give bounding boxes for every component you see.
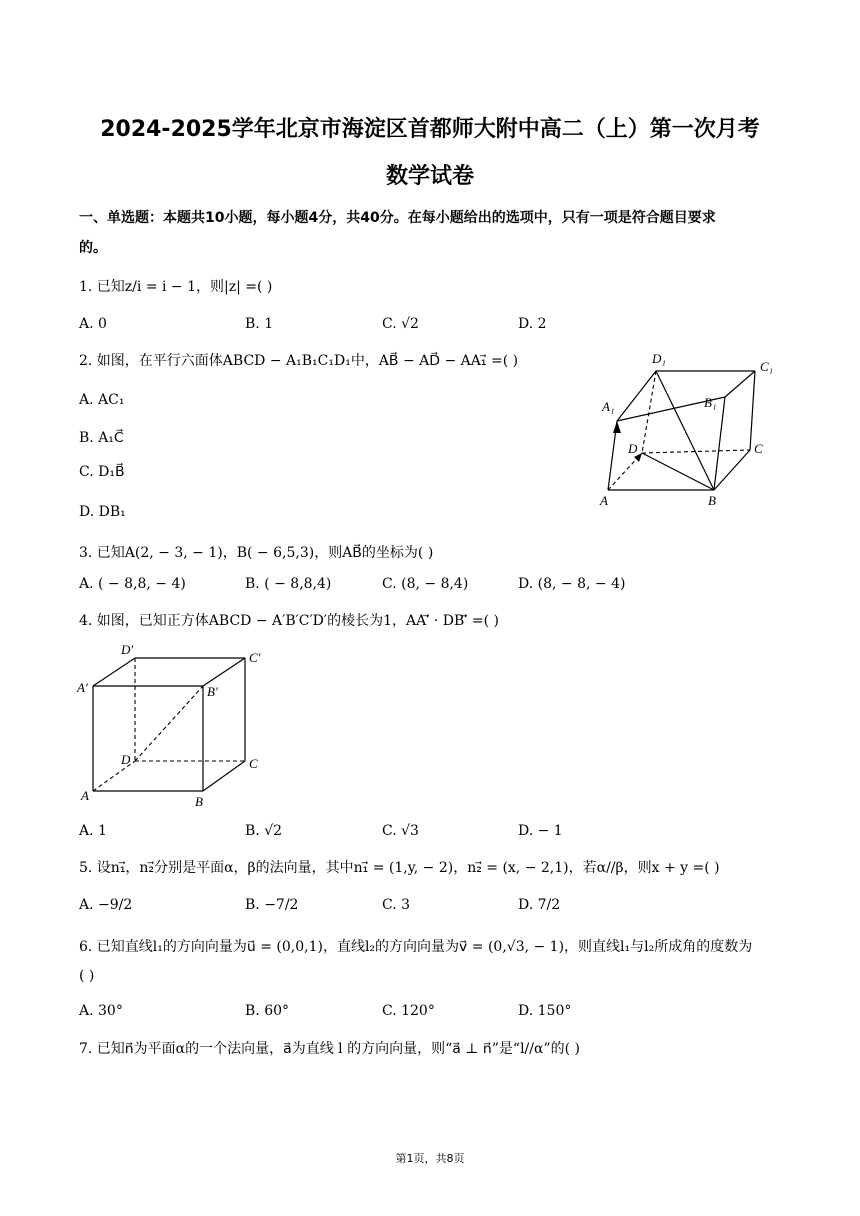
label-b: B — [708, 493, 716, 508]
question-6-option-b: B. 60° — [245, 1003, 290, 1019]
page-footer: 第1页，共8页 — [395, 1152, 465, 1165]
question-5-option-d: D. 7/2 — [518, 897, 561, 913]
section-header: 一、单选题：本题共10小题，每小题4分，共40分。在每小题给出的选项中，只有一项是符合题目要求 — [79, 210, 716, 226]
label-d-prime: D′ — [121, 642, 134, 657]
question-4-option-b: B. √2 — [245, 823, 283, 839]
question-3-stem: 3. 已知A(2, − 3, − 1)，B( − 6,5,3)，则AB⃗的坐标为( ) — [79, 545, 434, 561]
question-2-option-d: D. DB₁ — [79, 504, 126, 520]
label-d: D — [628, 441, 638, 456]
question-6-option-c: C. 120° — [382, 1003, 435, 1019]
cube-figure — [75, 638, 275, 813]
question-4-option-a: A. 1 — [79, 823, 107, 839]
question-1-option-d: D. 2 — [518, 316, 547, 332]
label-c-prime: C′ — [249, 650, 261, 665]
question-6-option-d: D. 150° — [518, 1003, 572, 1019]
label-a-prime: A′ — [77, 680, 88, 695]
page-subtitle: 数学试卷 — [385, 164, 474, 189]
question-2-option-a: A. AC₁ — [79, 392, 125, 408]
label-b-prime: B′ — [207, 684, 218, 699]
parallelepiped-figure — [590, 345, 790, 515]
label-c: C — [754, 441, 763, 456]
question-5-stem: 5. 设n₁⃗，n₂⃗分别是平面α，β的法向量，其中n₁⃗ = (1,y, − 2)，n₂⃗ = (x, − 2,1)，若α//β，则x + y =( ) — [79, 860, 720, 876]
question-4-option-d: D. − 1 — [518, 823, 563, 839]
question-6-stem: 6. 已知直线l₁的方向向量为u⃗ = (0,0,1)，直线l₂的方向向量为v⃗ = (0,√3, − 1)，则直线l₁与l₂所成角的度数为 — [79, 939, 753, 955]
question-6-stem-cont: ( ) — [79, 968, 95, 984]
question-4-stem: 4. 如图，已知正方体ABCD − A′B′C′D′的棱长为1，AA′⃗ · DB′⃗ =( ) — [79, 613, 499, 629]
question-1-option-a: A. 0 — [79, 316, 107, 332]
label-d: D — [121, 752, 131, 767]
question-1-stem: 1. 已知z/i = i − 1，则|z| =( ) — [79, 279, 273, 295]
label-b1: B₁ — [704, 395, 717, 410]
label-a1: A₁ — [602, 399, 615, 414]
question-3-option-a: A. ( − 8,8, − 4) — [79, 576, 186, 592]
question-3-option-b: B. ( − 8,8,4) — [245, 576, 332, 592]
question-1-option-c: C. √2 — [382, 316, 419, 332]
label-a: A — [81, 788, 89, 803]
question-5-option-b: B. −7/2 — [245, 897, 299, 913]
label-d1: D₁ — [652, 351, 666, 366]
question-3-option-c: C. (8, − 8,4) — [382, 576, 469, 592]
question-1-option-b: B. 1 — [245, 316, 274, 332]
arrow-head-icon — [613, 421, 621, 433]
question-2-option-c: C. D₁B⃗ — [79, 464, 125, 480]
question-5-option-c: C. 3 — [382, 897, 411, 913]
page-title: 2024-2025学年北京市海淀区首都师大附中高二（上）第一次月考 — [100, 117, 760, 142]
question-2-option-b: B. A₁C⃗ — [79, 430, 124, 446]
question-5-option-a: A. −9/2 — [79, 897, 133, 913]
label-a: A — [600, 493, 608, 508]
label-c1: C₁ — [760, 359, 774, 374]
question-3-option-d: D. (8, − 8, − 4) — [518, 576, 626, 592]
question-6-option-a: A. 30° — [79, 1003, 123, 1019]
label-c: C — [249, 756, 258, 771]
label-b: B — [195, 794, 203, 809]
question-2-stem: 2. 如图，在平行六面体ABCD − A₁B₁C₁D₁中，AB⃗ − AD⃗ − AA₁⃗ =( ) — [79, 353, 519, 369]
question-7-stem: 7. 已知n⃗为平面α的一个法向量，a⃗为直线 l 的方向向量，则“a⃗ ⊥ n⃗”是“l//α”的( ) — [79, 1041, 580, 1057]
question-4-option-c: C. √3 — [382, 823, 419, 839]
section-header-cont: 的。 — [79, 240, 107, 256]
